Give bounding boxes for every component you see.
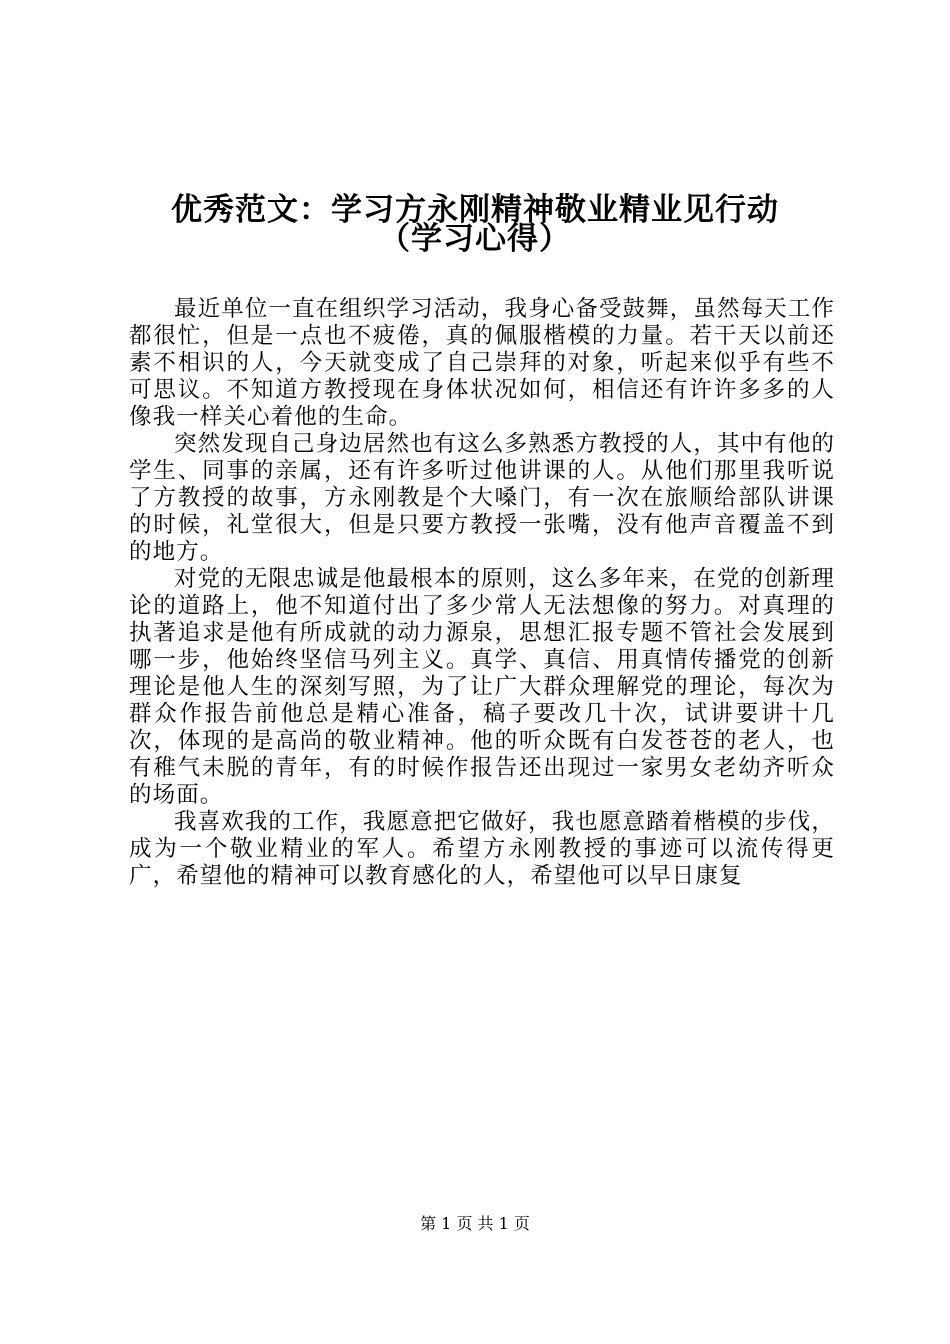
paragraph-1: 最近单位一直在组织学习活动，我身心备受鼓舞，虽然每天工作都很忙，但是一点也不疲倦，真的佩服楷模的力量。若干天以前还素不相识的人，今天就变成了自己崇拜的对象，听起来似乎有些不可思议。不知道方教授现在身体状况如何，相信还有许许多多的人像我一样关心着他的生命。: [129, 296, 835, 430]
paragraph-2: 突然发现自己身边居然也有这么多熟悉方教授的人，其中有他的学生、同事的亲属，还有许多听过他讲课的人。从他们那里我听说了方教授的故事，方永刚教是个大嗓门，有一次在旅顺给部队讲课的时候，礼堂很大，但是只要方教授一张嘴，没有他声音覆盖不到的地方。: [129, 431, 835, 565]
document-body: [129, 296, 835, 890]
document-title: 优秀范文：学习方永刚精神敬业精业见行动: [171, 192, 779, 228]
paragraph-4: 我喜欢我的工作，我愿意把它做好，我也愿意踏着楷模的步伐，成为一个敬业精业的军人。希望方永刚教授的事迹可以流传得更广，希望他的精神可以教育感化的人，希望他可以早日康复: [129, 809, 835, 889]
paragraph-3: 对党的无限忠诚是他最根本的原则，这么多年来，在党的创新理论的道路上，他不知道付出了多少常人无法想像的努力。对真理的执著追求是他有所成就的动力源泉，思想汇报专题不管社会发展到哪一步，他始终坚信马列主义。真学、真信、用真情传播党的创新理论是他人生的深刻写照，为了让广大群众理解党的理论，每次为群众作报告前他总是精心准备，稿子要改几十次，试讲要讲十几次，体现的是高尚的敬业精神。他的听众既有白发苍苍的老人，也有稚气未脱的青年，有的时候作报告还出现过一家男女老幼齐听众的场面。: [129, 566, 835, 808]
page-footer: 第 1 页 共 1 页: [420, 1214, 530, 1233]
document-subtitle: （学习心得）: [379, 221, 571, 257]
